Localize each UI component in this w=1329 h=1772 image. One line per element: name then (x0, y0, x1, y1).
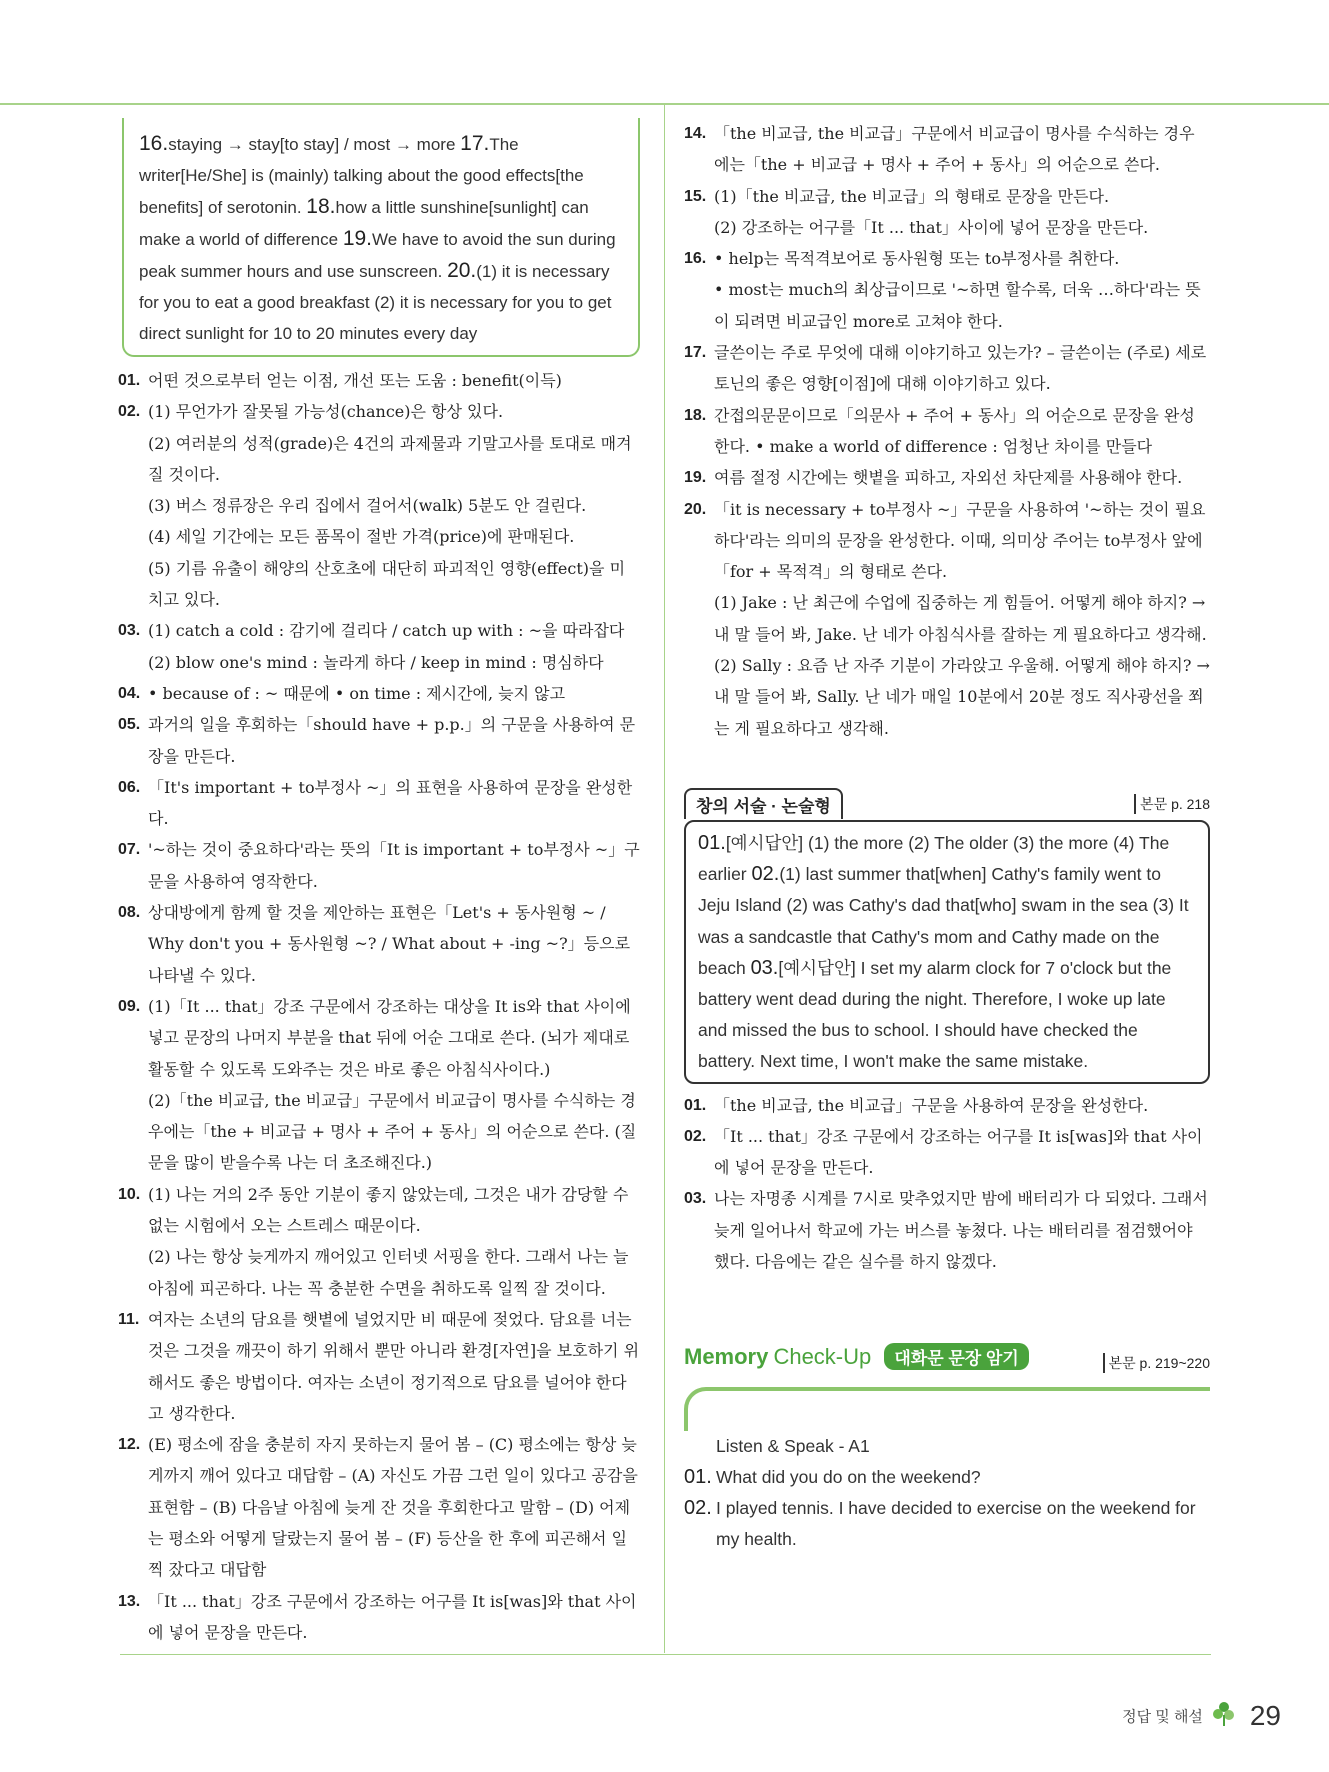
item-text: (2)「the 비교급, the 비교급」구문에서 비교급이 명사를 수식하는 경우에는「the + 비교급 + 명사 + 주어 + 동사」의 어순으로 쓴다. (질문을 많이 받을수록 나는 더 초조해진다.) (148, 1090, 637, 1173)
item-text: 나는 자명종 시계를 7시로 맞추었지만 밤에 배터리가 다 되었다. 그래서 늦게 일어나서 학교에 가는 버스를 놓쳤다. 나는 배터리를 점검했어야 했다. 다음에는 같은 실수를 하지 않겠다. (714, 1189, 1208, 1272)
list-item (118, 647, 640, 678)
item-text: 「the 비교급, the 비교급」구문을 사용하여 문장을 완성한다. (714, 1095, 1149, 1115)
answer-number: 02. (751, 863, 780, 886)
list-item (684, 1090, 1210, 1121)
item-number: 16. (684, 250, 707, 268)
memory-header (684, 1343, 1210, 1383)
item-text: 여자는 소년의 담요를 햇볕에 널었지만 비 때문에 젖었다. 담요를 너는 것은 그것을 깨끗이 하기 위해서 뿐만 아니라 환경[자연]을 보호하기 위해서도 좋은 방법이다. 여자는 소년이 정기적으로 담요를 널어야 한다고 생각한다. (148, 1309, 640, 1423)
page-reference: 본문 p. 218 (1134, 794, 1210, 814)
explanation-list (118, 365, 640, 1648)
example-label: [예시답안] (778, 957, 856, 978)
answer-text: staying → stay[to stay] / most → more (168, 135, 456, 154)
list-item (684, 1183, 1210, 1277)
item-number: 07. (118, 841, 141, 859)
list-item (684, 1462, 1210, 1493)
item-text: 「the 비교급, the 비교급」구문에서 비교급이 명사를 수식하는 경우에는「the + 비교급 + 명사 + 주어 + 동사」의 어순으로 쓴다. (714, 124, 1195, 175)
answer-number: 01. (698, 831, 726, 854)
list-item (118, 1586, 640, 1649)
item-number: 01. (684, 1466, 712, 1489)
list-item (684, 212, 1210, 243)
item-text: 어떤 것으로부터 얻는 이점, 개선 또는 도움 : benefit(이득) (148, 371, 562, 390)
explanation-list (684, 118, 1210, 744)
item-text: 상대방에게 함께 할 것을 제안하는 표현은「Let's + 동사원형 ~ / Why don't you + 동사원형 ~? / What about + -ing ~?」등으로 나타낼 수 있다. (148, 903, 631, 985)
item-text: (2) blow one's mind : 놀라게 하다 / keep in mind : 명심하다 (148, 652, 604, 672)
memory-title: Memory (684, 1344, 769, 1370)
item-number: 14. (684, 125, 707, 142)
item-number: 02. (118, 403, 141, 421)
list-item (118, 678, 640, 709)
page-footer (1122, 1700, 1281, 1732)
list-item (118, 1085, 640, 1179)
item-text: 「It's important + to부정사 ~」의 표현을 사용하여 문장을 완성한다. (148, 777, 633, 829)
item-number: 03. (684, 1190, 707, 1208)
section-tag: 창의 서술 · 논술형 (684, 788, 843, 819)
list-item (684, 274, 1210, 337)
clover-icon (1213, 1701, 1235, 1732)
creative-explanation-list (684, 1090, 1210, 1278)
list-item (684, 181, 1210, 212)
item-text: (2) Sally : 요즘 난 자주 기분이 가라앉고 우울해. 어떻게 해야 하지? → 내 말 들어 봐, Sally. 난 네가 매일 10분에서 20분 정도 직사광선을 쬐는 게 필요하다고 생각해. (714, 656, 1210, 738)
item-text: • help는 목적격보어로 동사원형 또는 to부정사를 취한다. (714, 249, 1120, 269)
answer-text: I set my alarm clock for 7 o'clock but the battery went dead during the night. Therefore, I woke up late and missed the bus to school. I should have checked the battery. Next time, I won't make the same mistake. (698, 957, 1172, 1072)
item-number: 08. (118, 904, 141, 922)
item-text: • because of : ~ 때문에 • on time : 제시간에, 늦지 않고 (148, 683, 566, 703)
answer-number: 19. (342, 227, 373, 250)
list-item (684, 587, 1210, 650)
item-number: 02. (684, 1127, 707, 1145)
item-text: 여름 절정 시간에는 햇볕을 피하고, 자외선 차단제를 사용해야 한다. (714, 468, 1183, 488)
list-item (684, 650, 1210, 744)
list-item (118, 428, 640, 491)
item-number: 11. (118, 1310, 140, 1328)
example-label: [예시답안] (725, 832, 804, 853)
item-text: 「It ... that」강조 구문에서 강조하는 어구를 It is[was]와 that 사이에 넣어 문장을 만든다. (714, 1126, 1203, 1178)
right-column (684, 118, 1210, 1555)
creative-answer-box (684, 820, 1210, 1084)
item-text: • most는 much의 최상급이므로 '~하면 할수록, 더욱 …하다'라는 뜻이 되려면 비교급인 more로 고쳐야 한다. (714, 280, 1201, 331)
item-text: 「it is necessary + to부정사 ~」구문을 사용하여 '~하는 것이 필요하다'라는 의미의 문장을 완성한다. 이때, 의미상 주어는 to부정사 앞에「for + 목적격」의 형태로 쓴다. (714, 499, 1206, 582)
item-number: 02. (684, 1497, 712, 1520)
item-text: 「It ... that」강조 구문에서 강조하는 어구를 It is[was]와 that 사이에 넣어 문장을 만든다. (148, 1591, 637, 1642)
list-item (118, 897, 640, 991)
item-text: (1)「It ... that」강조 구문에서 강조하는 대상을 It is와 that 사이에 넣고 문장의 나머지 부분을 that 뒤에 어순 그대로 쓴다. (뇌가 제대로 활동할 수 있도록 도와주는 것은 바로 좋은 아침식사이다.) (148, 996, 631, 1079)
list-item (118, 365, 640, 396)
item-number: 20. (684, 500, 707, 518)
list-item (118, 709, 640, 772)
item-number: 01. (684, 1096, 707, 1114)
item-number: 03. (118, 622, 141, 640)
item-text: I played tennis. I have decided to exercise on the weekend for my health. (716, 1498, 1196, 1550)
item-number: 10. (118, 1185, 141, 1203)
item-text: (2) 강조하는 어구를「It ... that」사이에 넣어 문장을 만든다. (714, 217, 1149, 237)
item-text: (4) 세일 기간에는 모든 품목이 절반 가격(price)에 판매된다. (148, 527, 575, 547)
answer-text: We have to avoid the sun during peak summer hours and use sunscreen. (139, 230, 616, 281)
section-heading (684, 1431, 1210, 1462)
page-number: 29 (1249, 1700, 1281, 1731)
item-text: 간접의문문이므로「의문사 + 주어 + 동사」의 어순으로 문장을 완성한다. • make a world of difference : 엄청난 차이를 만들다 (714, 405, 1195, 456)
list-item (684, 1493, 1210, 1555)
item-number: 04. (118, 684, 141, 702)
memory-badge: 대화문 문장 암기 (884, 1343, 1028, 1370)
list-item (118, 1304, 640, 1429)
list-item (684, 494, 1210, 588)
item-text: (1) 무언가가 잘못될 가능성(chance)은 항상 있다. (148, 402, 504, 422)
answer-number: 17. (460, 132, 490, 155)
list-item (118, 615, 640, 646)
answer-text: (1) it is necessary for you to eat a good breakfast (2) it is necessary for you to get direct sunlight for 10 to 20 minutes every day (139, 262, 612, 343)
answer-text: (1) last summer that[when] Cathy's family went to Jeju Island (2) was Cathy's dad that[who] swam in the sea (3) It was a sandcastle that Cathy's mom and Cathy made on the beach (698, 864, 1189, 978)
item-number: 17. (684, 344, 707, 362)
footer-label: 정답 및 해설 (1122, 1708, 1203, 1726)
item-text: 과거의 일을 후회하는「should have + p.p.」의 구문을 사용하여 문장을 만든다. (148, 715, 636, 766)
item-text: (1) 나는 거의 2주 동안 기분이 좋지 않았는데, 그것은 내가 감당할 수 없는 시험에서 오는 스트레스 때문이다. (148, 1184, 629, 1236)
answer-text: (1) the more (2) The older (3) the more (4) The earlier (698, 832, 1170, 885)
item-number: 09. (118, 997, 141, 1015)
list-item (118, 1179, 640, 1242)
item-number: 05. (118, 716, 141, 734)
page-reference: 본문 p. 219~220 (1103, 1353, 1210, 1373)
list-item (118, 396, 640, 427)
bottom-rule (120, 1654, 1211, 1655)
item-text: (1)「the 비교급, the 비교급」의 형태로 문장을 만든다. (714, 186, 1110, 206)
list-item (118, 1429, 640, 1585)
list-item (118, 772, 640, 835)
item-number: 12. (118, 1436, 141, 1454)
answer-number: 18. (306, 195, 336, 218)
list-item (118, 553, 640, 616)
item-text: (3) 버스 정류장은 우리 집에서 걸어서(walk) 5분도 안 걸린다. (148, 496, 587, 516)
creative-header (684, 788, 1210, 820)
memory-curve-decoration (684, 1387, 1210, 1431)
item-number: 15. (684, 187, 707, 205)
item-text: What did you do on the weekend? (716, 1467, 981, 1488)
answer-text: The writer[He/She] is (mainly) talking about the good effects[the benefits] of serotonin. (139, 135, 584, 217)
list-item (684, 337, 1210, 400)
item-text: (1) catch a cold : 감기에 걸리다 / catch up with : ~을 따라잡다 (148, 621, 625, 641)
list-item (118, 490, 640, 521)
left-column (118, 118, 640, 1648)
column-divider (664, 103, 665, 1653)
list-item (118, 521, 640, 552)
item-number: 06. (118, 778, 141, 796)
list-item (118, 991, 640, 1085)
item-number: 18. (684, 406, 707, 424)
list-item (684, 462, 1210, 493)
memory-subtitle: Check-Up (773, 1344, 872, 1370)
item-text: (E) 평소에 잠을 충분히 자지 못하는지 물어 봄 – (C) 평소에는 항상 늦게까지 깨어 있다고 대답함 – (A) 자신도 가끔 그런 일이 있다고 공감을 표현함 – (B) 다음날 아침에 늦게 잔 것을 후회한다고 말함 – (D) 어제는 평소와 어떻게 달랐는지 물어 봄 – (F) 등산을 한 후에 피곤해서 일찍 잤다고 대답함 (148, 1435, 638, 1580)
item-text: 글쓴이는 주로 무엇에 대해 이야기하고 있는가? – 글쓴이는 (주로) 세로토닌의 좋은 영향[이점]에 대해 이야기하고 있다. (714, 343, 1207, 394)
answer-number: 03. (750, 956, 779, 979)
item-text: (5) 기름 유출이 해양의 산호초에 대단히 파괴적인 영향(effect)을 미치고 있다. (148, 558, 626, 610)
list-item (118, 834, 640, 897)
item-text: (2) 나는 항상 늦게까지 깨어있고 인터넷 서핑을 한다. 그래서 나는 늘 아침에 피곤하다. 나는 꼭 충분한 수면을 취하도록 일찍 잘 것이다. (148, 1247, 629, 1298)
item-number: 19. (684, 469, 707, 487)
item-text: (1) Jake : 난 최근에 수업에 집중하는 게 힘들어. 어떻게 해야 하지? → 내 말 들어 봐, Jake. 난 네가 아침식사를 잘하는 게 필요하다고 생각해. (714, 593, 1207, 644)
section-label: Listen & Speak - A1 (716, 1436, 870, 1457)
answer-number: 16. (139, 132, 169, 155)
answer-text: how a little sunshine[sunlight] can make a world of difference (139, 198, 589, 249)
item-number: 13. (118, 1592, 141, 1610)
answer-number: 20. (447, 259, 477, 282)
list-item (684, 1121, 1210, 1184)
item-text: (2) 여러분의 성적(grade)은 4건의 과제물과 기말고사를 토대로 매겨질 것이다. (148, 433, 632, 484)
list-item (118, 1241, 640, 1304)
list-item (684, 243, 1210, 274)
list-item (684, 400, 1210, 463)
list-item (684, 118, 1210, 181)
item-number: 01. (118, 372, 141, 389)
item-text: '~하는 것이 중요하다'라는 뜻의「It is important + to부정사 ~」구문을 사용하여 영작한다. (148, 840, 640, 891)
answer-box (122, 118, 640, 357)
